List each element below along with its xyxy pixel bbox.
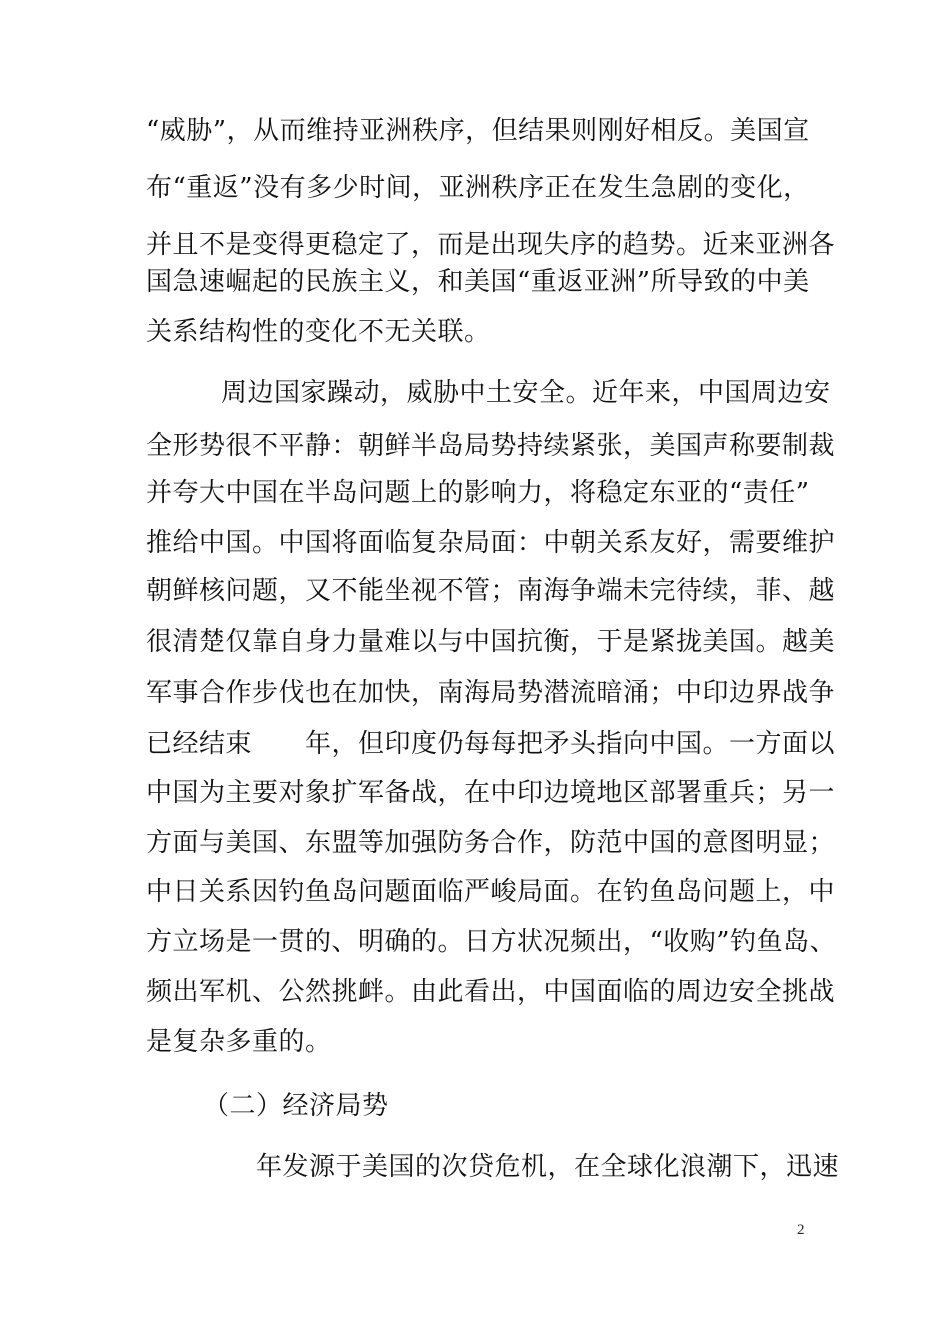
paragraph-2-line-6: 很清楚仅靠自身力量难以与中国抗衡，于是紧拢美国。越美 (146, 627, 836, 657)
paragraph-2-line-2: 全形势很不平静：朝鲜半岛局势持续紧张，美国声称要制裁 (146, 431, 836, 461)
paragraph-2-line-11: 中日关系因钓鱼岛问题面临严峻局面。在钓鱼岛问题上，中 (146, 877, 836, 907)
paragraph-2-line-12: 方立场是一贯的、明确的。日方状况频出，“收购”钓鱼岛、 (146, 927, 837, 957)
paragraph-2-line-8: 已经结束 年，但印度仍每每把矛头指向中国。一方面以 (146, 729, 836, 759)
page-number: 2 (797, 1222, 805, 1238)
paragraph-2-line-4: 推给中国。中国将面临复杂局面：中朝关系友好，需要维护 (146, 528, 836, 558)
paragraph-1-line-4: 国急速崛起的民族主义，和美国“重返亚洲”所导致的中美 (146, 267, 810, 297)
paragraph-1-line-3: 并且不是变得更稳定了，而是出现失序的趋势。近来亚洲各 (146, 230, 836, 260)
paragraph-1-line-5: 关系结构性的变化不无关联。 (146, 317, 491, 347)
paragraph-1-line-2: 布“重返”没有多少时间，亚洲秩序正在发生急剧的变化， (146, 173, 810, 203)
paragraph-1-line-1: “威胁”，从而维持亚洲秩序，但结果则刚好相反。美国宣 (146, 116, 810, 146)
paragraph-2-line-13: 频出军机、公然挑衅。由此看出，中国面临的周边安全挑战 (146, 977, 836, 1007)
section-heading: （二）经济局势 (203, 1091, 389, 1121)
paragraph-2-line-1: 周边国家躁动，威胁中土安全。近年来，中国周边安 (221, 378, 831, 408)
paragraph-2-line-14: 是复杂多重的。 (146, 1027, 332, 1057)
paragraph-2-line-7: 军事合作步伐也在加快，南海局势潜流暗涌；中印边界战争 (146, 678, 836, 708)
paragraph-2-line-5: 朝鲜核问题，又不能坐视不管；南海争端未完待续，菲、越 (146, 576, 836, 606)
paragraph-2-line-3: 并夸大中国在半岛问题上的影响力，将稳定东亚的“责任” (146, 478, 810, 508)
paragraph-2-line-9: 中国为主要对象扩军备战，在中印边境地区部署重兵；另一 (146, 778, 836, 808)
paragraph-2-line-10: 方面与美国、东盟等加强防务合作，防范中国的意图明显； (146, 828, 836, 858)
paragraph-3-line-1: 年发源于美国的次贷危机，在全球化浪潮下，迅速 (256, 1152, 840, 1182)
